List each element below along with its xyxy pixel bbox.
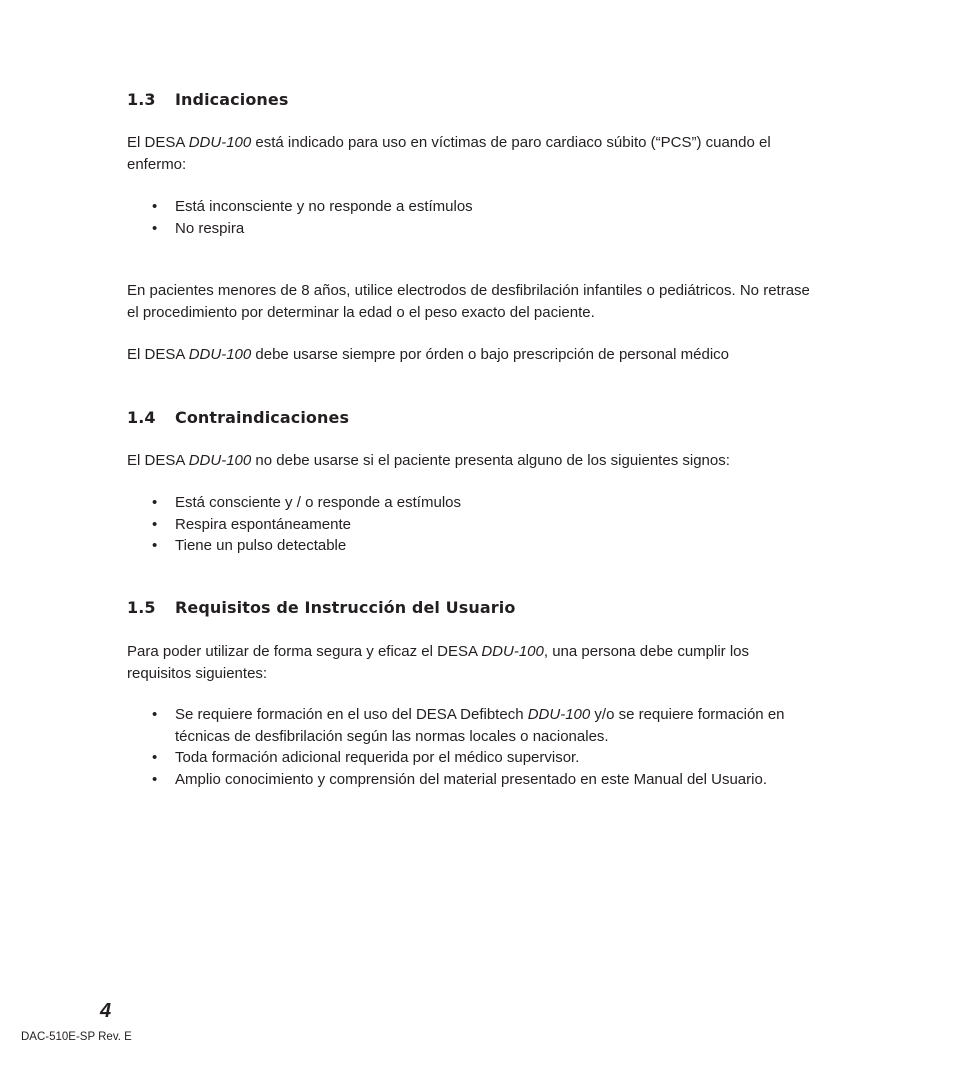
paragraph-pediatric	[127, 280, 817, 323]
list-item-text: Se requiere formación en el uso del DESA Defibtech	[175, 706, 528, 723]
list-item-text: Tiene un pulso detectable	[175, 537, 347, 554]
bullet-icon: •	[152, 770, 158, 788]
paragraph-prescription	[127, 344, 817, 366]
list-item-text: Está inconsciente y no responde a estímulos	[175, 198, 473, 215]
list-item-text: Amplio conocimiento y comprensión del material presentado en este Manual del Usuario.	[175, 770, 767, 788]
text: El DESA	[127, 346, 189, 363]
list-item	[127, 769, 827, 791]
model-name: DDU-100	[188, 452, 252, 469]
list-item	[127, 196, 827, 218]
bullet-icon: •	[152, 219, 158, 237]
list-item-text: Respira espontáneamente	[175, 515, 351, 533]
section-heading-1-4	[127, 408, 349, 427]
indications-list	[127, 196, 827, 239]
paragraph-indications-intro	[127, 132, 817, 175]
model-name: DDU-100	[188, 134, 252, 151]
text: está indicado para uso en víctimas de paro cardiaco súbito (“PCS”) cuando el enfermo:	[127, 134, 771, 173]
model-name: DDU-100	[481, 643, 544, 660]
list-item	[127, 704, 827, 747]
bullet-icon: •	[152, 749, 158, 766]
bullet-icon: •	[152, 198, 158, 215]
bullet-icon: •	[152, 515, 158, 533]
section-title: Indicaciones	[175, 90, 289, 109]
section-heading-1-5	[127, 598, 515, 617]
section-title: Requisitos de Instrucción del Usuario	[175, 598, 516, 617]
list-item-text: No respira	[175, 219, 245, 237]
paragraph-user-requirements-intro	[127, 641, 817, 684]
section-title: Contraindicaciones	[175, 408, 350, 427]
text: Para poder utilizar de forma segura y eficaz el DESA	[127, 643, 482, 660]
model-name: DDU-100	[527, 706, 591, 723]
section-number: 1.5	[127, 598, 156, 617]
list-item	[127, 514, 827, 536]
list-item	[127, 492, 827, 514]
list-item-text: y/o se requiere formación en técnicas de desfibrilación según las normas locales o nacionales.	[175, 706, 785, 745]
text: , una persona debe cumplir los requisitos siguientes:	[127, 643, 749, 682]
user-requirements-list	[127, 704, 827, 790]
section-heading-1-3	[127, 90, 289, 109]
model-name: DDU-100	[188, 346, 252, 363]
text: debe usarse siempre por órden o bajo prescripción de personal médico	[251, 346, 730, 363]
page-number: 4	[100, 1000, 112, 1022]
contraindications-list	[127, 492, 827, 557]
text: El DESA	[127, 134, 189, 151]
text: En pacientes menores de 8 años, utilice electrodos de desfibrilación infantiles o pediátricos. No retrase el procedimiento por determinar la edad o el peso exacto del paciente.	[127, 282, 810, 321]
section-number: 1.4	[127, 408, 156, 427]
bullet-icon: •	[152, 494, 158, 511]
list-item	[127, 218, 827, 240]
section-number: 1.3	[127, 90, 156, 109]
text: El DESA	[127, 452, 189, 469]
bullet-icon: •	[152, 537, 158, 554]
list-item	[127, 747, 827, 769]
text: no debe usarse si el paciente presenta alguno de los siguientes signos:	[251, 452, 730, 469]
list-item-text: Toda formación adicional requerida por el médico supervisor.	[175, 749, 580, 766]
bullet-icon: •	[152, 706, 158, 723]
list-item-text: Está consciente y / o responde a estímulos	[175, 494, 461, 511]
list-item	[127, 535, 827, 557]
paragraph-contraindications-intro	[127, 450, 817, 472]
document-code: DAC-510E-SP Rev. E	[21, 1031, 132, 1043]
